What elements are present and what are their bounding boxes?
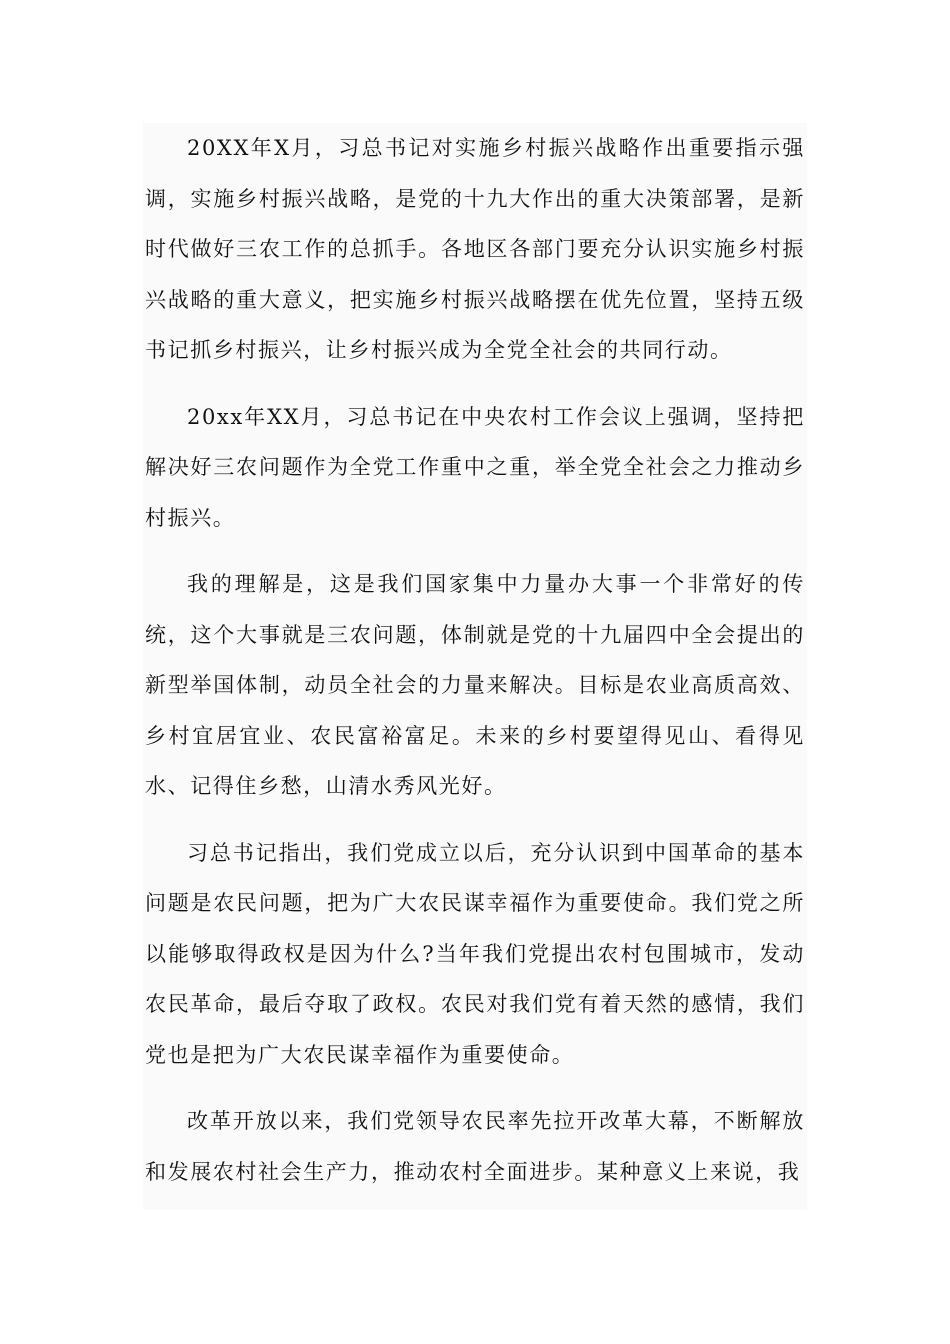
paragraph-2: 20xx年XX月，习总书记在中央农村工作会议上强调，坚持把解决好三农问题作为全党工作重中之重，举全党全社会之力推动乡村振兴。 (145, 404, 805, 530)
paragraph-5: 改革开放以来，我们党领导农民率先拉开改革大幕，不断解放和发展农村社会生产力，推动农村全面进步。某种意义上来说，我 (145, 1109, 805, 1184)
paragraph-1: 20XX年X月，习总书记对实施乡村振兴战略作出重要指示强调，实施乡村振兴战略，是党的十九大作出的重大决策部署，是新时代做好三农工作的总抓手。各地区各部门要充分认识实施乡村振兴战略的重大意义，把实施乡村振兴战略摆在优先位置，坚持五级书记抓乡村振兴，让乡村振兴成为全党全社会的共同行动。 (145, 136, 805, 362)
paragraph-3: 我的理解是，这是我们国家集中力量办大事一个非常好的传统，这个大事就是三农问题，体制就是党的十九届四中全会提出的新型举国体制，动员全社会的力量来解决。目标是农业高质高效、乡村宜居宜业、农民富裕富足。未来的乡村要望得见山、看得见水、记得住乡愁，山清水秀风光好。 (145, 572, 805, 798)
document-body (145, 123, 805, 1197)
paragraph-4: 习总书记指出，我们党成立以后，充分认识到中国革命的基本问题是农民问题，把为广大农民谋幸福作为重要使命。我们党之所以能够取得政权是因为什么?当年我们党提出农村包围城市，发动农民革命，最后夺取了政权。农民对我们党有着天然的感情，我们党也是把为广大农民谋幸福作为重要使命。 (145, 840, 805, 1067)
